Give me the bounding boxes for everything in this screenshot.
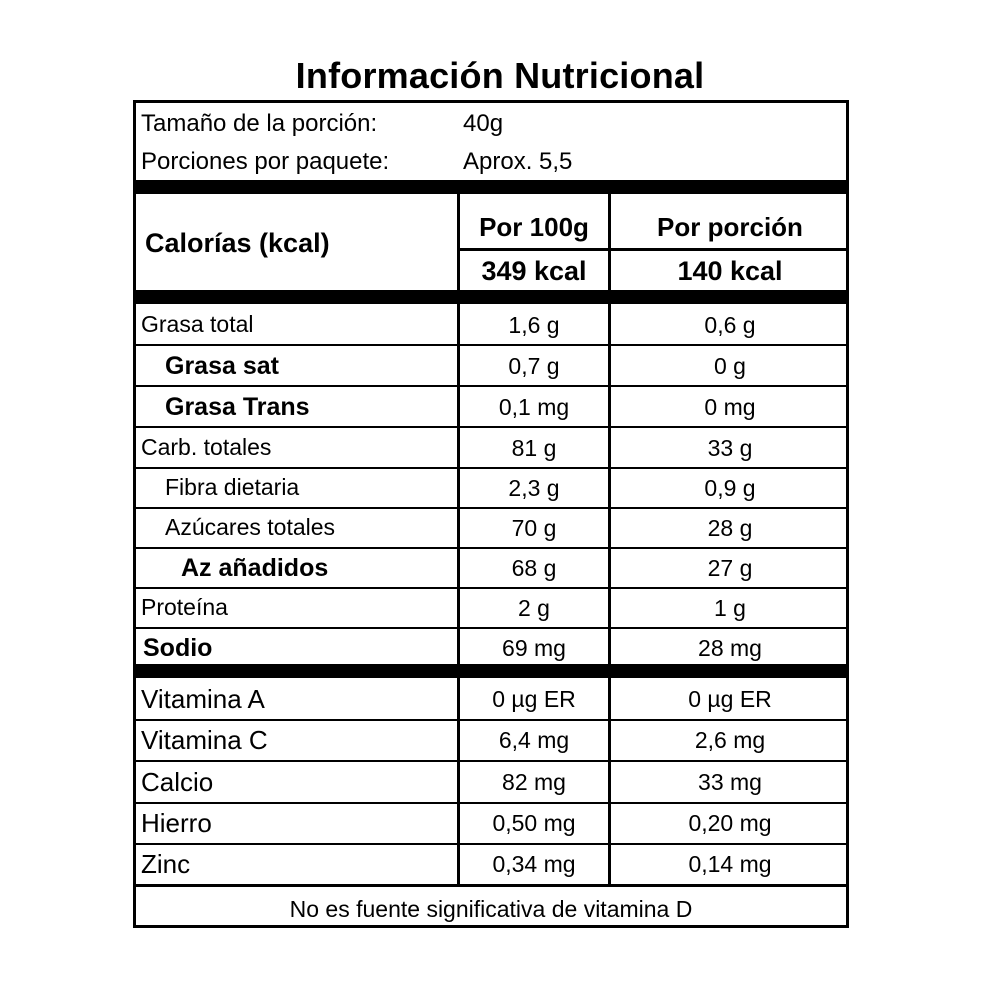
nutrient-per-portion: 0,9 g (704, 475, 756, 501)
nutrient-per-portion: 28 mg (698, 635, 762, 661)
vitamin-name: Vitamina A (141, 684, 265, 714)
vitamin-per-portion: 0 µg ER (688, 686, 772, 712)
nutrient-name: Fibra dietaria (165, 474, 300, 500)
servings-per-package-value: Aprox. 5,5 (463, 148, 573, 175)
thick-divider (133, 180, 849, 194)
vitamin-per-portion: 2,6 mg (694, 727, 766, 753)
nutrient-per-portion: 33 g (707, 435, 753, 461)
per-portion-header: Por porción (657, 212, 803, 242)
vitamin-per-100g: 0 µg ER (492, 686, 576, 712)
thick-divider (133, 664, 849, 678)
vitamin-per-portion: 0,20 mg (688, 810, 772, 836)
nutrient-per-portion: 28 g (707, 515, 753, 541)
vitamin-name: Hierro (141, 808, 212, 838)
vitamin-name: Calcio (141, 767, 214, 797)
calories-label: Calorías (kcal) (145, 228, 330, 258)
vitamin-per-portion: 0,14 mg (688, 851, 772, 877)
nutrient-per-portion: 27 g (707, 555, 753, 581)
nutrient-name: Azúcares totales (165, 514, 336, 540)
nutrient-per-portion: 0 g (714, 353, 746, 379)
nutrient-per-100g: 0,7 g (508, 353, 560, 379)
nutrient-name: Sodio (143, 634, 213, 662)
nutrient-name: Carb. totales (141, 434, 272, 460)
serving-size-label: Tamaño de la porción: (141, 110, 378, 137)
nutrient-per-100g: 1,6 g (508, 312, 560, 338)
nutrient-per-100g: 68 g (511, 555, 557, 581)
vitamin-name: Zinc (141, 849, 191, 879)
row-divider (457, 248, 849, 251)
nutrient-per-portion: 0 mg (704, 394, 756, 420)
nutrient-name: Az añadidos (181, 554, 329, 582)
serving-size-value: 40g (463, 110, 504, 137)
nutrient-name: Proteína (141, 594, 228, 620)
nutrient-per-100g: 2,3 g (508, 475, 560, 501)
vitamin-per-100g: 6,4 mg (498, 727, 570, 753)
vitamin-per-100g: 82 mg (502, 769, 566, 795)
vitamin-name: Vitamina C (141, 725, 268, 755)
nutrient-name: Grasa Trans (165, 393, 310, 421)
footnote: No es fuente significativa de vitamina D (289, 896, 693, 922)
calories-per-portion: 140 kcal (677, 256, 783, 286)
nutrient-per-portion: 0,6 g (704, 312, 756, 338)
nutrient-per-100g: 2 g (518, 595, 550, 621)
per-100g-header: Por 100g (479, 212, 589, 242)
thick-divider (133, 290, 849, 304)
nutrient-per-100g: 0,1 mg (498, 394, 570, 420)
vitamin-per-100g: 0,50 mg (492, 810, 576, 836)
nutrient-per-100g: 70 g (511, 515, 557, 541)
nutrient-name: Grasa sat (165, 352, 279, 380)
label-title: Información Nutricional (295, 55, 705, 96)
vitamin-per-portion: 33 mg (698, 769, 762, 795)
calories-per-100g: 349 kcal (481, 256, 587, 286)
nutrient-per-100g: 69 mg (502, 635, 566, 661)
nutrient-per-100g: 81 g (511, 435, 557, 461)
nutrient-name: Grasa total (141, 311, 254, 337)
vitamin-per-100g: 0,34 mg (492, 851, 576, 877)
nutrient-per-portion: 1 g (714, 595, 746, 621)
servings-per-package-label: Porciones por paquete: (141, 148, 390, 175)
row-divider (133, 884, 849, 887)
